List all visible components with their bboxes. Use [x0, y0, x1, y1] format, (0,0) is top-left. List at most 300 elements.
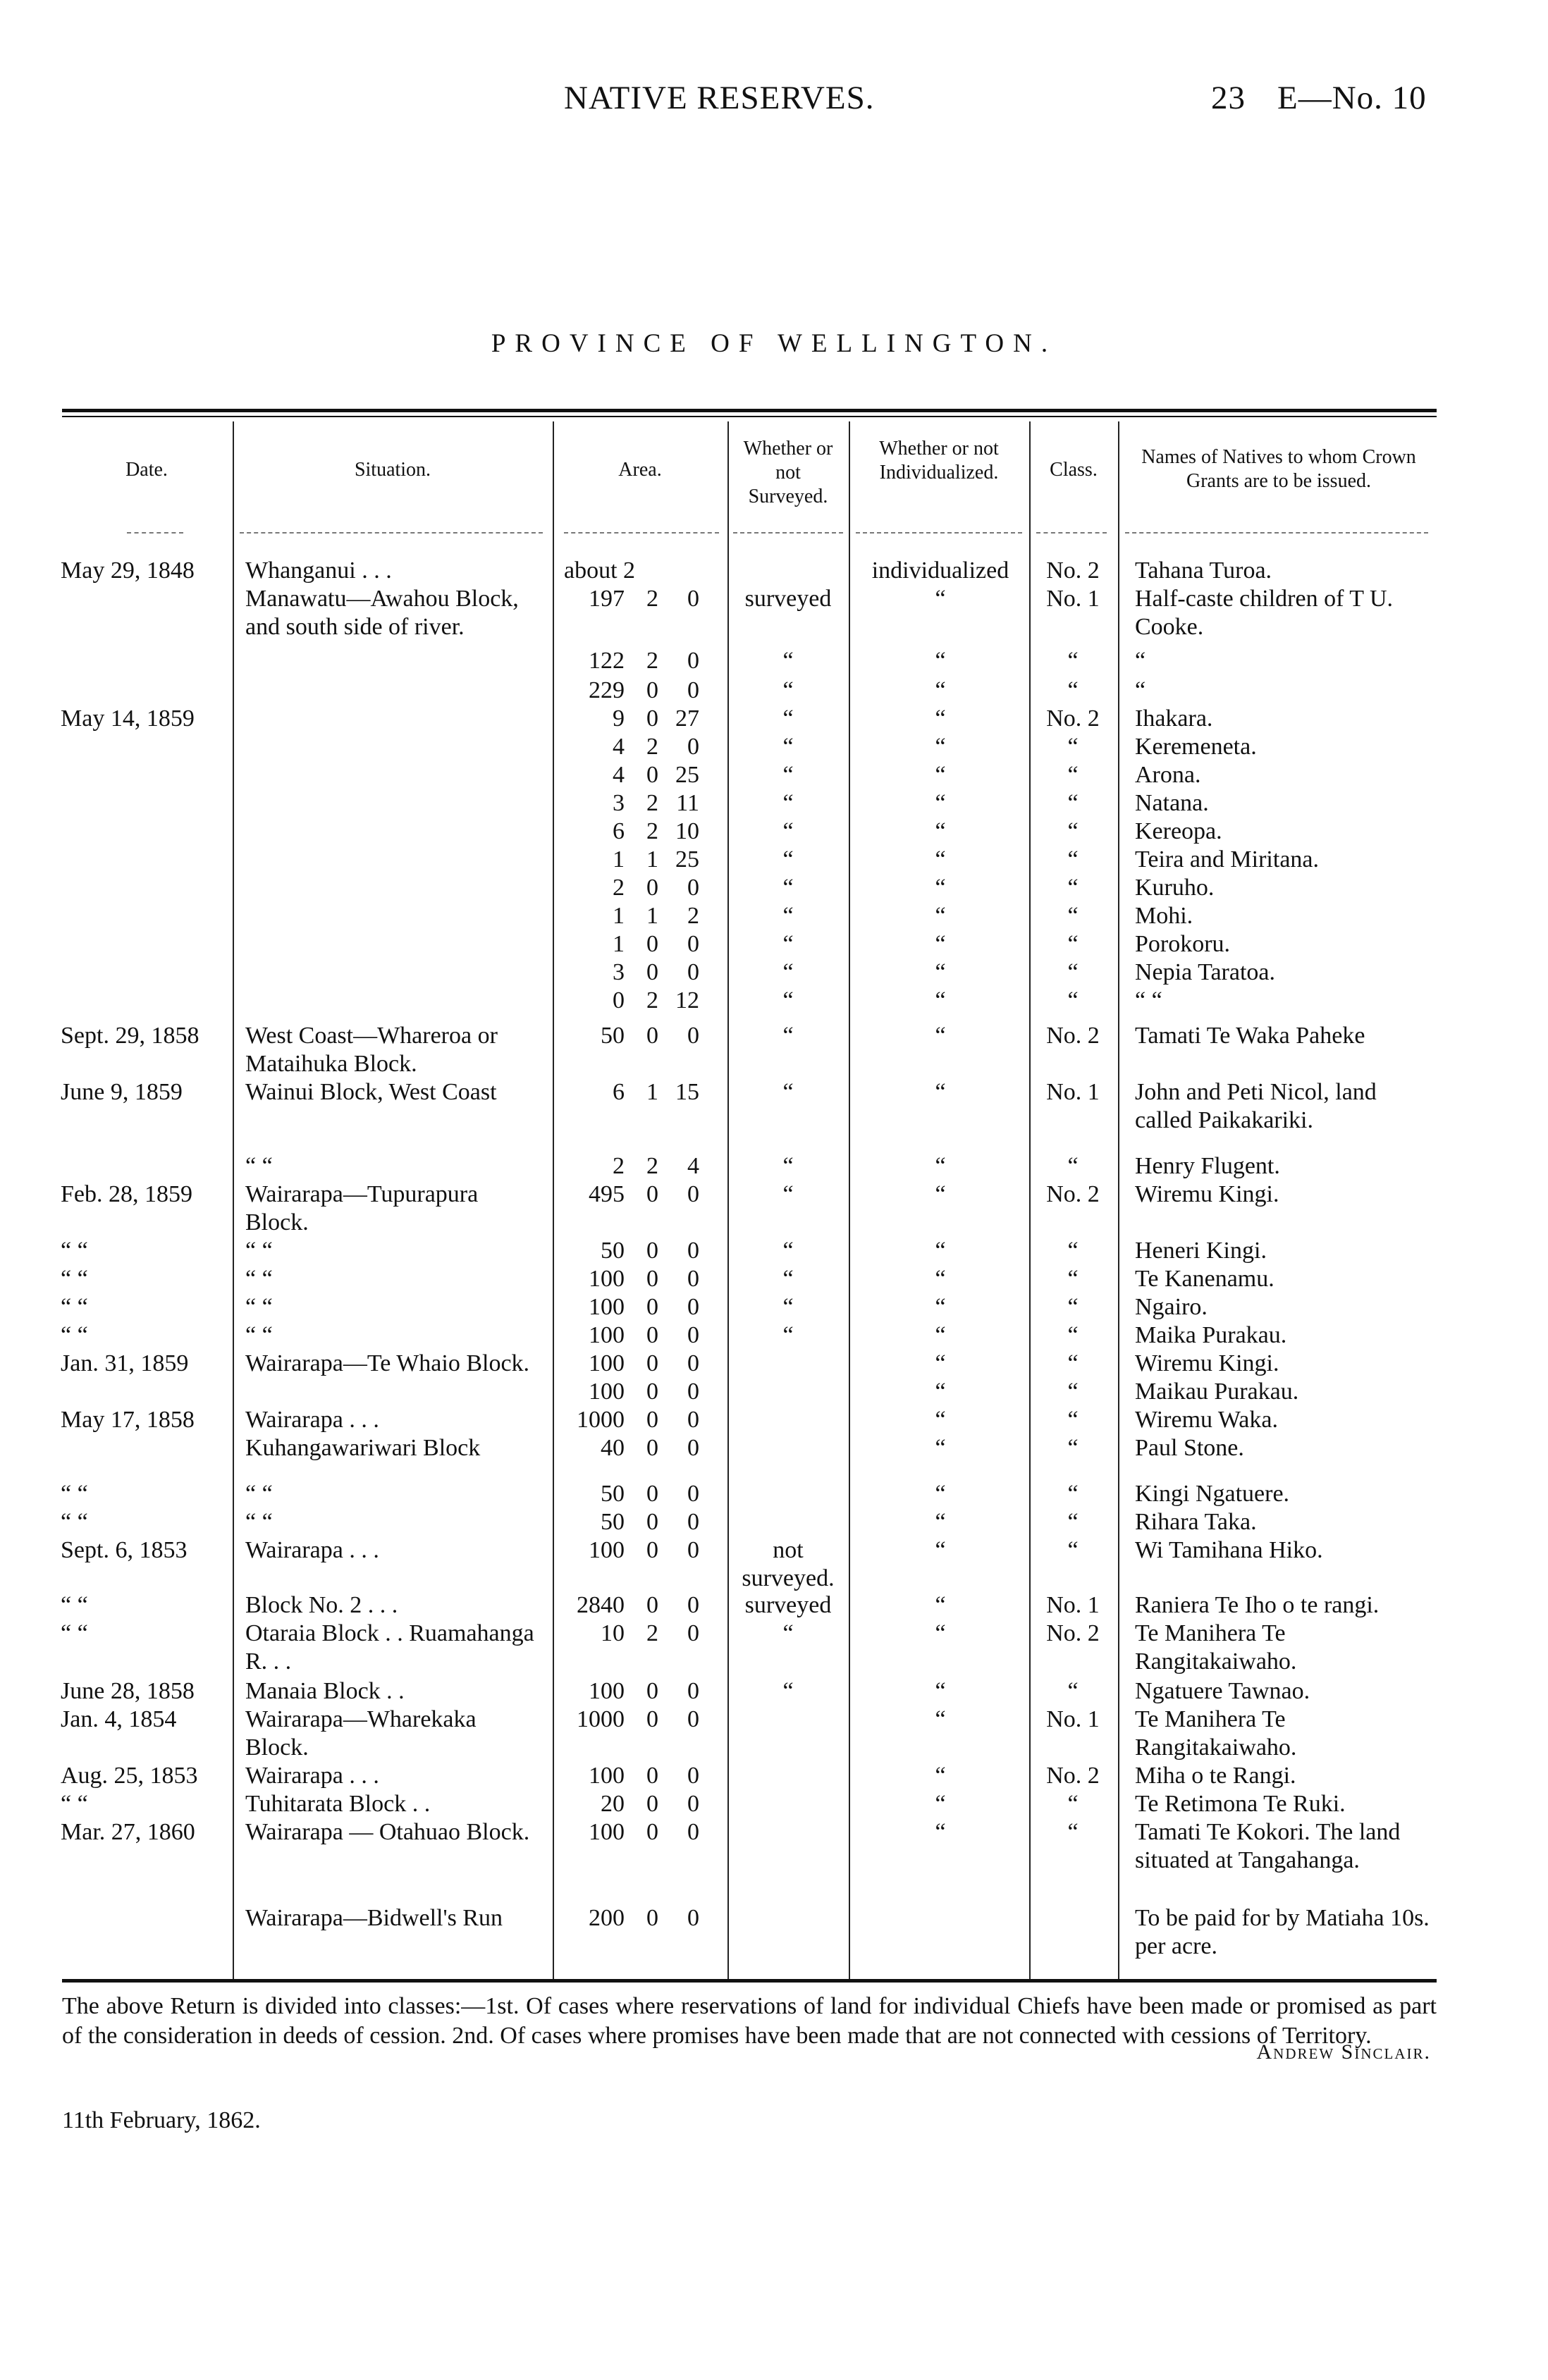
area-acres: 50 — [601, 1509, 625, 1535]
area-acres: about 2 — [564, 557, 636, 584]
cell-surveyed: “ — [782, 648, 794, 674]
cell-individualized: “ — [935, 1509, 946, 1535]
footnote: The above Return is divided into classes:—1st. Of cases where reservations of land for individual Chiefs have been made or promised as part of the consideration in deeds of cession. 2nd. Of cases where promises have been made that are not connected with cessions of Territory. — [62, 1993, 1437, 2049]
area-perches: 27 — [675, 705, 699, 732]
cell-area — [564, 958, 726, 987]
cell-names: “ — [1135, 677, 1146, 703]
area-acres: 3 — [613, 959, 625, 985]
cell-area — [564, 1378, 726, 1406]
cell-surveyed: “ — [782, 1620, 794, 1646]
area-acres: 100 — [589, 1819, 625, 1845]
cell-names: Nepia Taratoa. — [1135, 959, 1276, 985]
area-roods: 1 — [646, 903, 658, 929]
area-acres: 40 — [601, 1435, 625, 1461]
cell-situation: Wairarapa—Bidwell's Run — [245, 1905, 503, 1931]
cell-area — [564, 1350, 726, 1378]
cell-individualized: “ — [935, 1706, 946, 1732]
cell-individualized: “ — [935, 931, 946, 957]
header-separator — [856, 532, 1022, 534]
cell-names: Kuruho. — [1135, 875, 1215, 901]
cell-names: Wiremu Waka. — [1135, 1407, 1278, 1433]
cell-names: “ — [1135, 648, 1146, 674]
cell-class: “ — [1067, 931, 1079, 957]
cell-names: Maikau Purakau. — [1135, 1379, 1299, 1405]
area-perches: 0 — [687, 875, 699, 901]
cell-surveyed: “ — [782, 1023, 794, 1049]
col-header-situation: Situation. — [354, 459, 431, 481]
area-acres: 1 — [613, 846, 625, 873]
cell-individualized: “ — [935, 1763, 946, 1789]
cell-area — [564, 1706, 726, 1734]
cell-individualized: “ — [935, 1079, 946, 1105]
area-perches: 10 — [675, 818, 699, 844]
area-acres: 4 — [613, 762, 625, 788]
cell-class: No. 1 — [1046, 586, 1100, 612]
cell-class: No. 1 — [1046, 1706, 1100, 1732]
cell-situation: Otaraia Block . . Ruamahanga R. . . — [245, 1620, 534, 1675]
cell-surveyed: “ — [782, 734, 794, 760]
cell-situation: “ “ — [245, 1481, 273, 1507]
cell-surveyed: “ — [782, 846, 794, 873]
cell-surveyed: “ — [782, 762, 794, 788]
cell-names: Wiremu Kingi. — [1135, 1350, 1279, 1376]
area-roods: 0 — [646, 1322, 658, 1348]
cell-surveyed: “ — [782, 903, 794, 929]
cell-class: “ — [1067, 903, 1079, 929]
cell-area — [564, 1434, 726, 1462]
area-perches: 25 — [675, 846, 699, 873]
cell-situation: Kuhangawariwari Block — [245, 1435, 481, 1461]
cell-date: June 28, 1858 — [61, 1678, 195, 1704]
area-perches: 0 — [687, 1266, 699, 1292]
area-perches: 0 — [687, 1322, 699, 1348]
cell-names: Wiremu Kingi. — [1135, 1181, 1279, 1207]
cell-class: “ — [1067, 1153, 1079, 1179]
cell-individualized: “ — [935, 705, 946, 732]
cell-situation: “ “ — [245, 1153, 273, 1179]
cell-class: “ — [1067, 677, 1079, 703]
area-acres: 20 — [601, 1791, 625, 1817]
cell-names: Keremeneta. — [1135, 734, 1257, 760]
cell-individualized: “ — [935, 1294, 946, 1320]
cell-area — [564, 1152, 726, 1180]
cell-individualized: “ — [935, 818, 946, 844]
area-roods: 0 — [646, 1181, 658, 1207]
cell-date: “ “ — [61, 1592, 88, 1618]
cell-situation: Wainui Block, West Coast — [245, 1079, 497, 1105]
cell-names: Natana. — [1135, 790, 1209, 816]
cell-area — [564, 874, 726, 902]
cell-names: Ihakara. — [1135, 705, 1213, 732]
cell-situation: Tuhitarata Block . . — [245, 1791, 431, 1817]
page-number: 23 — [1211, 80, 1246, 116]
area-acres: 2840 — [577, 1592, 625, 1618]
cell-situation: “ “ — [245, 1294, 273, 1320]
area-perches: 0 — [687, 1509, 699, 1535]
area-roods: 2 — [646, 586, 658, 612]
cell-individualized: “ — [935, 734, 946, 760]
cell-class: “ — [1067, 1819, 1079, 1845]
cell-names: Tamati Te Waka Paheke — [1135, 1023, 1365, 1049]
cell-names: Henry Flugent. — [1135, 1153, 1280, 1179]
area-perches: 0 — [687, 1350, 699, 1376]
cell-surveyed: “ — [782, 1181, 794, 1207]
area-roods: 0 — [646, 1407, 658, 1433]
col-header-date: Date. — [125, 459, 168, 481]
cell-names: Tahana Turoa. — [1135, 557, 1272, 584]
cell-class: “ — [1067, 1322, 1079, 1348]
cell-names: Te Kanenamu. — [1135, 1266, 1274, 1292]
cell-surveyed: “ — [782, 677, 794, 703]
cell-individualized: “ — [935, 1350, 946, 1376]
province-heading: PROVINCE OF WELLINGTON. — [491, 329, 1057, 358]
cell-area — [564, 1904, 726, 1932]
cell-class: “ — [1067, 1238, 1079, 1264]
area-perches: 0 — [687, 1294, 699, 1320]
cell-names: Kereopa. — [1135, 818, 1222, 844]
area-acres: 100 — [589, 1763, 625, 1789]
cell-class: “ — [1067, 1678, 1079, 1704]
area-perches: 0 — [687, 959, 699, 985]
cell-date: “ “ — [61, 1294, 88, 1320]
cell-area — [564, 846, 726, 874]
header-separator — [1125, 532, 1428, 534]
cell-area — [564, 647, 726, 675]
cell-class: No. 2 — [1046, 557, 1100, 584]
cell-situation: Wairarapa—Wharekaka Block. — [245, 1706, 477, 1761]
area-acres: 100 — [589, 1322, 625, 1348]
area-roods: 0 — [646, 1678, 658, 1704]
cell-class: No. 2 — [1046, 1023, 1100, 1049]
area-perches: 12 — [675, 987, 699, 1013]
cell-class: “ — [1067, 1350, 1079, 1376]
area-perches: 0 — [687, 1238, 699, 1264]
cell-names: Te Retimona Te Ruki. — [1135, 1791, 1346, 1817]
area-acres: 122 — [589, 648, 625, 674]
cell-surveyed: “ — [782, 705, 794, 732]
area-roods: 0 — [646, 1819, 658, 1845]
cell-area — [564, 1480, 726, 1508]
cell-date: Jan. 31, 1859 — [61, 1350, 189, 1376]
area-acres: 200 — [589, 1905, 625, 1931]
area-roods: 0 — [646, 931, 658, 957]
cell-date: Sept. 29, 1858 — [61, 1023, 199, 1049]
cell-names: Tamati Te Kokori. The land situated at Tangahanga. — [1135, 1819, 1401, 1873]
area-perches: 0 — [687, 1537, 699, 1563]
area-perches: 0 — [687, 1905, 699, 1931]
cell-names: Rihara Taka. — [1135, 1509, 1257, 1535]
cell-individualized: “ — [935, 1238, 946, 1264]
area-acres: 6 — [613, 1079, 625, 1105]
header-separator — [733, 532, 843, 534]
cell-names: Maika Purakau. — [1135, 1322, 1287, 1348]
cell-area — [564, 1762, 726, 1790]
area-roods: 0 — [646, 1238, 658, 1264]
area-acres: 100 — [589, 1294, 625, 1320]
cell-area — [564, 733, 726, 761]
area-roods: 0 — [646, 875, 658, 901]
cell-class: “ — [1067, 987, 1079, 1013]
cell-individualized: “ — [935, 1322, 946, 1348]
cell-surveyed: “ — [782, 1153, 794, 1179]
cell-individualized: “ — [935, 1791, 946, 1817]
area-roods: 0 — [646, 705, 658, 732]
area-acres: 2 — [613, 1153, 625, 1179]
cell-names: Heneri Kingi. — [1135, 1238, 1267, 1264]
cell-names: To be paid for by Matiaha 10s. per acre. — [1135, 1905, 1430, 1959]
cell-area — [564, 1078, 726, 1106]
cell-names: Raniera Te Iho o te rangi. — [1135, 1592, 1380, 1618]
cell-surveyed: “ — [782, 1238, 794, 1264]
cell-area — [564, 1818, 726, 1846]
cell-names: Paul Stone. — [1135, 1435, 1244, 1461]
area-perches: 0 — [687, 1435, 699, 1461]
cell-individualized: “ — [935, 1819, 946, 1845]
cell-class: “ — [1067, 1509, 1079, 1535]
column-divider — [1118, 421, 1119, 1979]
column-divider — [849, 421, 850, 1979]
cell-area — [564, 557, 726, 585]
area-acres: 229 — [589, 677, 625, 703]
cell-individualized: “ — [935, 648, 946, 674]
cell-area — [564, 1321, 726, 1350]
cell-date: Mar. 27, 1860 — [61, 1819, 195, 1845]
area-acres: 100 — [589, 1379, 625, 1405]
area-roods: 1 — [646, 1079, 658, 1105]
cell-date: “ “ — [61, 1238, 88, 1264]
cell-class: “ — [1067, 762, 1079, 788]
cell-situation: Wairarapa . . . — [245, 1763, 379, 1789]
area-acres: 197 — [589, 586, 625, 612]
cell-names: Te Manihera Te Rangitakaiwaho. — [1135, 1706, 1297, 1761]
table-top-rule-thin — [62, 416, 1437, 417]
cell-class: “ — [1067, 875, 1079, 901]
cell-names: John and Peti Nicol, land called Paikakariki. — [1135, 1079, 1377, 1133]
area-roods: 0 — [646, 1350, 658, 1376]
cell-individualized: “ — [935, 959, 946, 985]
cell-date: “ “ — [61, 1620, 88, 1646]
cell-class: “ — [1067, 734, 1079, 760]
area-roods: 0 — [646, 1294, 658, 1320]
cell-names: Miha o te Rangi. — [1135, 1763, 1296, 1789]
cell-situation: Wairarapa — Otahuao Block. — [245, 1819, 530, 1845]
cell-individualized: “ — [935, 1407, 946, 1433]
cell-surveyed: “ — [782, 1266, 794, 1292]
cell-names: Kingi Ngatuere. — [1135, 1481, 1290, 1507]
cell-individualized: “ — [935, 1023, 946, 1049]
cell-situation: “ “ — [245, 1266, 273, 1292]
cell-area — [564, 987, 726, 1015]
cell-area — [564, 1406, 726, 1434]
cell-date: “ “ — [61, 1481, 88, 1507]
area-perches: 25 — [675, 762, 699, 788]
area-perches: 0 — [687, 586, 699, 612]
header-separator — [564, 532, 719, 534]
cell-names: Ngatuere Tawnao. — [1135, 1678, 1310, 1704]
cell-names: Wi Tamihana Hiko. — [1135, 1537, 1323, 1563]
cell-area — [564, 1237, 726, 1265]
cell-class: No. 2 — [1046, 705, 1100, 732]
cell-situation: West Coast—Whareroa or Mataihuka Block. — [245, 1023, 498, 1077]
cell-individualized: “ — [935, 1678, 946, 1704]
area-acres: 50 — [601, 1481, 625, 1507]
cell-class: “ — [1067, 1294, 1079, 1320]
area-roods: 0 — [646, 1023, 658, 1049]
cell-individualized: “ — [935, 846, 946, 873]
cell-area — [564, 1620, 726, 1648]
area-roods: 0 — [646, 1905, 658, 1931]
cell-class: “ — [1067, 1791, 1079, 1817]
cell-surveyed: “ — [782, 875, 794, 901]
cell-date: Sept. 6, 1853 — [61, 1537, 188, 1563]
cell-class: “ — [1067, 790, 1079, 816]
cell-individualized: “ — [935, 1379, 946, 1405]
document-date: 11th February, 1862. — [62, 2107, 261, 2133]
cell-date: May 29, 1848 — [61, 557, 195, 584]
area-perches: 0 — [687, 648, 699, 674]
area-perches: 0 — [687, 1706, 699, 1732]
column-divider — [553, 421, 554, 1979]
cell-area — [564, 1790, 726, 1818]
cell-surveyed: “ — [782, 987, 794, 1013]
cell-situation: Wairarapa—Te Whaio Block. — [245, 1350, 530, 1376]
cell-individualized: “ — [935, 875, 946, 901]
area-roods: 2 — [646, 790, 658, 816]
cell-surveyed: surveyed — [744, 586, 832, 612]
cell-class: “ — [1067, 1266, 1079, 1292]
cell-class: “ — [1067, 1407, 1079, 1433]
area-perches: 0 — [687, 1181, 699, 1207]
area-roods: 0 — [646, 1481, 658, 1507]
area-acres: 100 — [589, 1537, 625, 1563]
area-perches: 0 — [687, 677, 699, 703]
area-perches: 0 — [687, 1763, 699, 1789]
area-perches: 0 — [687, 1678, 699, 1704]
cell-names: Porokoru. — [1135, 931, 1231, 957]
cell-surveyed: surveyed — [744, 1592, 832, 1618]
cell-individualized: “ — [935, 1537, 946, 1563]
cell-date: June 9, 1859 — [61, 1079, 183, 1105]
area-acres: 100 — [589, 1350, 625, 1376]
cell-situation: Wairarapa . . . — [245, 1537, 379, 1563]
cell-situation: Wairarapa . . . — [245, 1407, 379, 1433]
cell-date: Aug. 25, 1853 — [61, 1763, 198, 1789]
area-perches: 0 — [687, 1379, 699, 1405]
area-acres: 50 — [601, 1023, 625, 1049]
area-acres: 4 — [613, 734, 625, 760]
cell-area — [564, 789, 726, 818]
cell-situation: “ “ — [245, 1509, 273, 1535]
cell-area — [564, 818, 726, 846]
cell-class: No. 2 — [1046, 1181, 1100, 1207]
cell-situation: “ “ — [245, 1322, 273, 1348]
area-roods: 2 — [646, 818, 658, 844]
cell-class: No. 2 — [1046, 1763, 1100, 1789]
cell-surveyed: “ — [782, 818, 794, 844]
area-roods: 0 — [646, 1706, 658, 1732]
area-roods: 2 — [646, 1620, 658, 1646]
area-roods: 0 — [646, 1379, 658, 1405]
cell-area — [564, 761, 726, 789]
col-header-area: Area. — [618, 459, 662, 481]
area-roods: 2 — [646, 734, 658, 760]
cell-surveyed: “ — [782, 1678, 794, 1704]
cell-date: “ “ — [61, 1322, 88, 1348]
area-perches: 0 — [687, 1407, 699, 1433]
area-perches: 0 — [687, 1592, 699, 1618]
cell-area — [564, 1677, 726, 1706]
area-roods: 2 — [646, 1153, 658, 1179]
area-roods: 2 — [646, 987, 658, 1013]
cell-area — [564, 677, 726, 705]
cell-area — [564, 1508, 726, 1536]
cell-area — [564, 1591, 726, 1620]
cell-names: Teira and Miritana. — [1135, 846, 1320, 873]
cell-surveyed: not surveyed. — [742, 1537, 835, 1591]
area-perches: 0 — [687, 1791, 699, 1817]
cell-individualized: “ — [935, 903, 946, 929]
area-acres: 0 — [613, 987, 625, 1013]
cell-area — [564, 1022, 726, 1050]
cell-area — [564, 1293, 726, 1321]
cell-area — [564, 930, 726, 958]
area-perches: 11 — [676, 790, 699, 816]
signature: Andrew Sinclair. — [1256, 2040, 1431, 2064]
area-roods: 0 — [646, 762, 658, 788]
col-header-names: Names of Natives to whom Crown Grants are to be issued. — [1141, 446, 1416, 492]
cell-names: Te Manihera Te Rangitakaiwaho. — [1135, 1620, 1297, 1675]
cell-area — [564, 902, 726, 930]
cell-class: “ — [1067, 648, 1079, 674]
cell-surveyed: “ — [782, 1294, 794, 1320]
cell-surveyed: “ — [782, 790, 794, 816]
area-roods: 1 — [646, 846, 658, 873]
cell-area — [564, 585, 726, 613]
area-roods: 0 — [646, 1537, 658, 1563]
cell-date: May 14, 1859 — [61, 705, 195, 732]
area-acres: 100 — [589, 1678, 625, 1704]
cell-class: No. 1 — [1046, 1592, 1100, 1618]
page-header-title: NATIVE RESERVES. — [564, 80, 875, 116]
area-perches: 0 — [687, 734, 699, 760]
cell-area — [564, 1180, 726, 1209]
cell-individualized: “ — [935, 1153, 946, 1179]
area-acres: 9 — [613, 705, 625, 732]
area-perches: 0 — [687, 1023, 699, 1049]
area-acres: 10 — [601, 1620, 625, 1646]
cell-situation: “ “ — [245, 1238, 273, 1264]
area-perches: 0 — [687, 1481, 699, 1507]
cell-situation: Manaia Block . . — [245, 1678, 405, 1704]
area-roods: 2 — [646, 648, 658, 674]
col-header-individualized: Whether or not Individualized. — [879, 438, 999, 483]
area-roods: 0 — [646, 959, 658, 985]
cell-class: “ — [1067, 1379, 1079, 1405]
column-divider — [233, 421, 234, 1979]
cell-situation: Whanganui . . . — [245, 557, 392, 584]
area-roods: 0 — [646, 677, 658, 703]
cell-individualized: “ — [935, 1592, 946, 1618]
area-acres: 1 — [613, 931, 625, 957]
area-perches: 0 — [687, 1620, 699, 1646]
area-perches: 4 — [687, 1153, 699, 1179]
cell-date: Feb. 28, 1859 — [61, 1181, 192, 1207]
cell-surveyed: “ — [782, 1079, 794, 1105]
cell-individualized: “ — [935, 1481, 946, 1507]
table-bottom-rule — [62, 1979, 1437, 1983]
col-header-surveyed: Whether or not Surveyed. — [743, 438, 833, 507]
cell-situation: Manawatu—Awahou Block, and south side of river. — [245, 586, 519, 640]
